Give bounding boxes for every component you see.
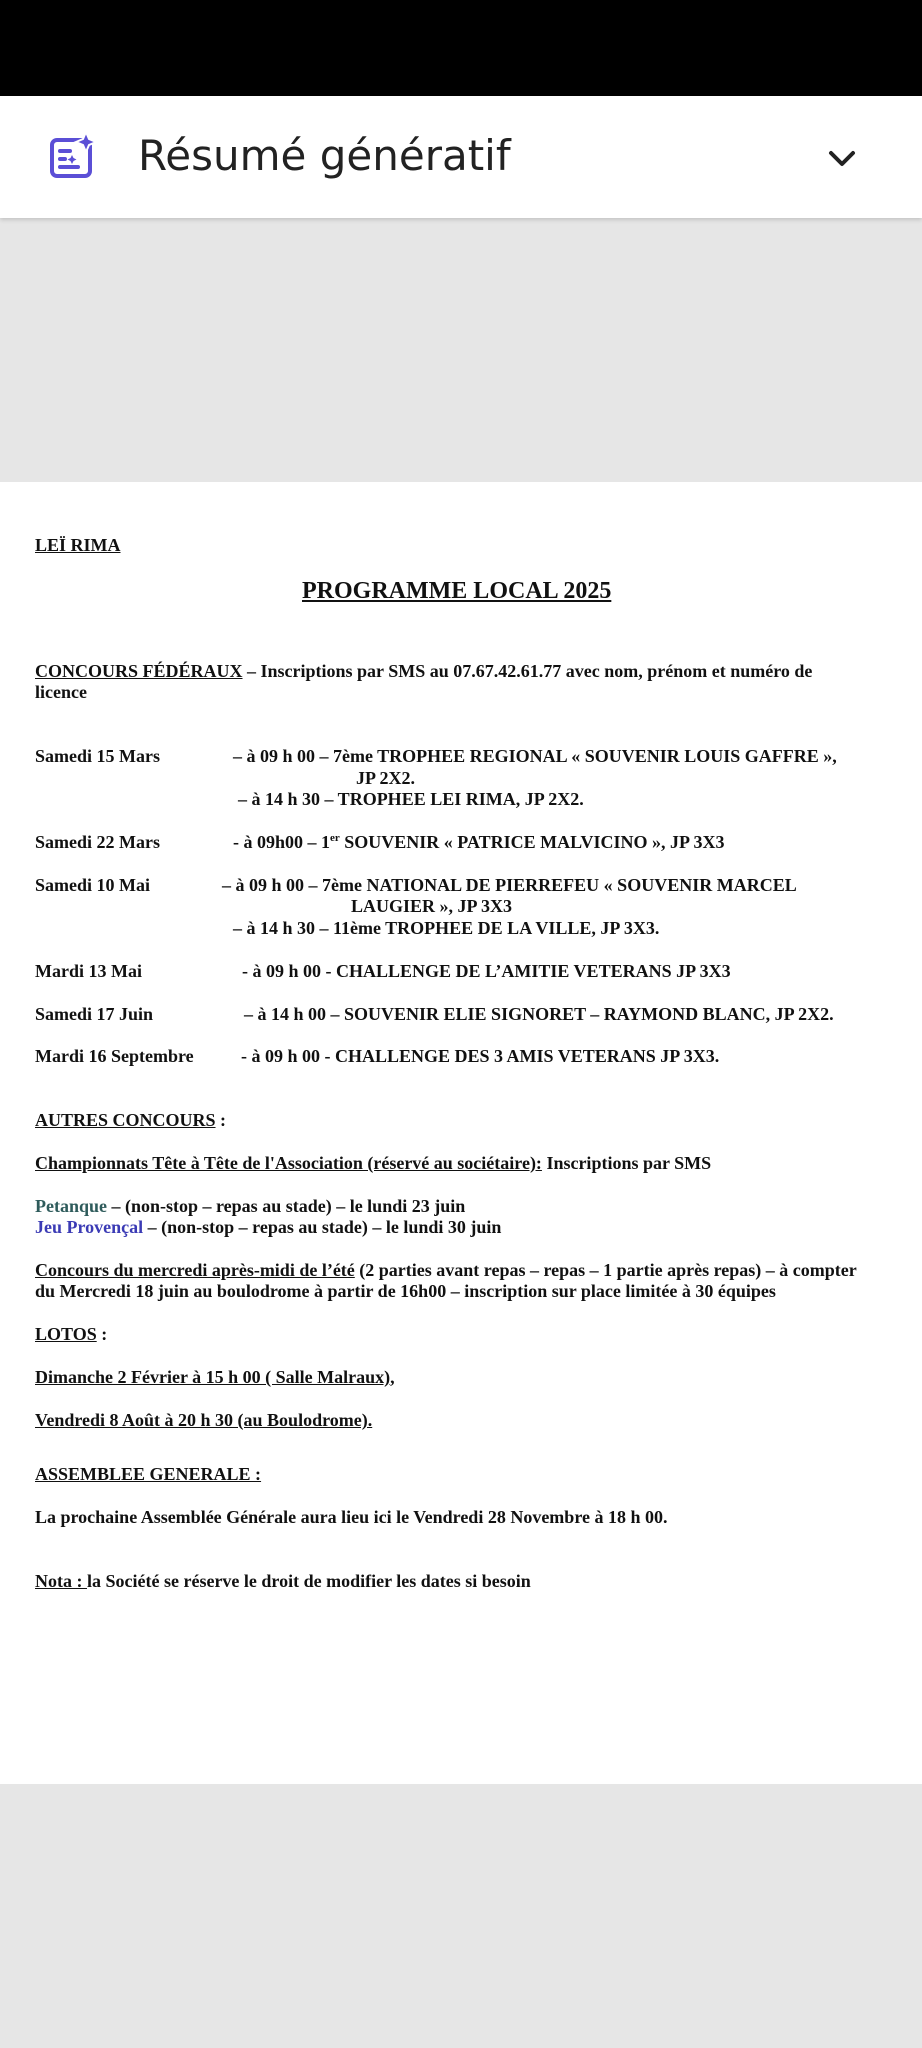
loto-item-text: Dimanche 2 Février à 15 h 00 ( Salle Malraux) xyxy=(35,1367,391,1387)
event-line: – à 09 h 00 – 7ème TROPHEE REGIONAL « SOUVENIR LOUIS GAFFRE », xyxy=(233,746,837,766)
event-line: – à 14 h 00 – SOUVENIR ELIE SIGNORET – RAYMOND BLANC, JP 2X2. xyxy=(244,1004,834,1024)
event-line: - à 09 h 00 - CHALLENGE DES 3 AMIS VETERANS JP 3X3. xyxy=(241,1046,720,1066)
championnats-line xyxy=(35,1152,711,1174)
event-line: - à 09 h 00 - CHALLENGE DE L’AMITIE VETERANS JP 3X3 xyxy=(242,961,731,981)
event-line-cont: LAUGIER », JP 3X3 xyxy=(351,896,513,916)
assemblee-heading: ASSEMBLEE GENERALE : xyxy=(35,1464,262,1484)
event-text: - à 09h00 – 1 xyxy=(233,832,331,852)
club-name: LEÏ RIMA xyxy=(35,535,121,555)
mercredi-heading: Concours du mercredi après-midi de l’été xyxy=(35,1260,355,1280)
loto-item-suffix: , xyxy=(390,1367,395,1387)
event-date: Samedi 10 Mai xyxy=(35,875,150,895)
event-date: Samedi 15 Mars xyxy=(35,746,160,766)
generative-summary-icon xyxy=(48,132,98,182)
chevron-down-icon[interactable] xyxy=(822,138,862,178)
event-line: – à 14 h 30 – 11ème TROPHEE DE LA VILLE, JP 3X3. xyxy=(233,918,660,938)
header-title: Résumé génératif xyxy=(138,131,511,180)
federaux-text: – Inscriptions par SMS au 07.67.42.61.77 avec nom, prénom et numéro de xyxy=(242,661,813,681)
document-page xyxy=(0,482,922,1784)
status-bar xyxy=(0,0,922,96)
event-line: – à 09 h 00 – 7ème NATIONAL DE PIERREFEU « SOUVENIR MARCEL xyxy=(222,875,797,895)
federaux-text-cont: licence xyxy=(35,682,87,702)
championnats-text: Inscriptions par SMS xyxy=(541,1153,712,1173)
autres-line xyxy=(35,1109,226,1131)
loto-item xyxy=(35,1366,395,1388)
jeu-line xyxy=(35,1216,501,1238)
championnats-heading: Championnats Tête à Tête de l'Association (réservé au sociétaire): xyxy=(35,1153,542,1173)
nota-line xyxy=(35,1570,531,1592)
event-date: Samedi 17 Juin xyxy=(35,1004,154,1024)
event-line: – à 14 h 30 – TROPHEE LEI RIMA, JP 2X2. xyxy=(238,789,584,809)
superscript: er xyxy=(330,832,340,844)
assemblee-text: La prochaine Assemblée Générale aura lieu ici le Vendredi 28 Novembre à 18 h 00. xyxy=(35,1507,668,1527)
event-line-cont: JP 2X2. xyxy=(356,768,416,788)
event-line xyxy=(233,831,725,853)
mercredi-line xyxy=(35,1259,857,1281)
nota-label: Nota : xyxy=(35,1571,87,1591)
lotos-line xyxy=(35,1323,107,1345)
lotos-heading: LOTOS xyxy=(35,1324,97,1344)
event-date: Samedi 22 Mars xyxy=(35,832,160,852)
document-title: PROGRAMME LOCAL 2025 xyxy=(302,578,612,604)
jeu-text: – (non-stop – repas au stade) – le lundi 30 juin xyxy=(143,1217,502,1237)
federaux-line xyxy=(35,660,812,682)
mercredi-text: (2 parties avant repas – repas – 1 partie après repas) – à compter xyxy=(354,1260,857,1280)
event-text: SOUVENIR « PATRICE MALVICINO », JP 3X3 xyxy=(339,832,725,852)
nota-text: la Société se réserve le droit de modifier les dates si besoin xyxy=(87,1571,531,1591)
loto-item: Vendredi 8 Août à 20 h 30 (au Boulodrome). xyxy=(35,1410,373,1430)
event-date: Mardi 13 Mai xyxy=(35,961,142,981)
petanque-text: – (non-stop – repas au stade) – le lundi 23 juin xyxy=(107,1196,466,1216)
petanque-label: Petanque xyxy=(35,1196,107,1216)
federaux-heading: CONCOURS FÉDÉRAUX xyxy=(35,661,243,681)
event-date: Mardi 16 Septembre xyxy=(35,1046,194,1066)
colon: : xyxy=(96,1324,108,1344)
autres-heading: AUTRES CONCOURS xyxy=(35,1110,216,1130)
generative-summary-header[interactable] xyxy=(0,96,922,218)
mercredi-text-cont: du Mercredi 18 juin au boulodrome à partir de 16h00 – inscription sur place limitée à 30 équipes xyxy=(35,1281,776,1301)
colon: : xyxy=(215,1110,227,1130)
jeu-provencal-label: Jeu Provençal xyxy=(35,1217,144,1237)
petanque-line xyxy=(35,1195,465,1217)
